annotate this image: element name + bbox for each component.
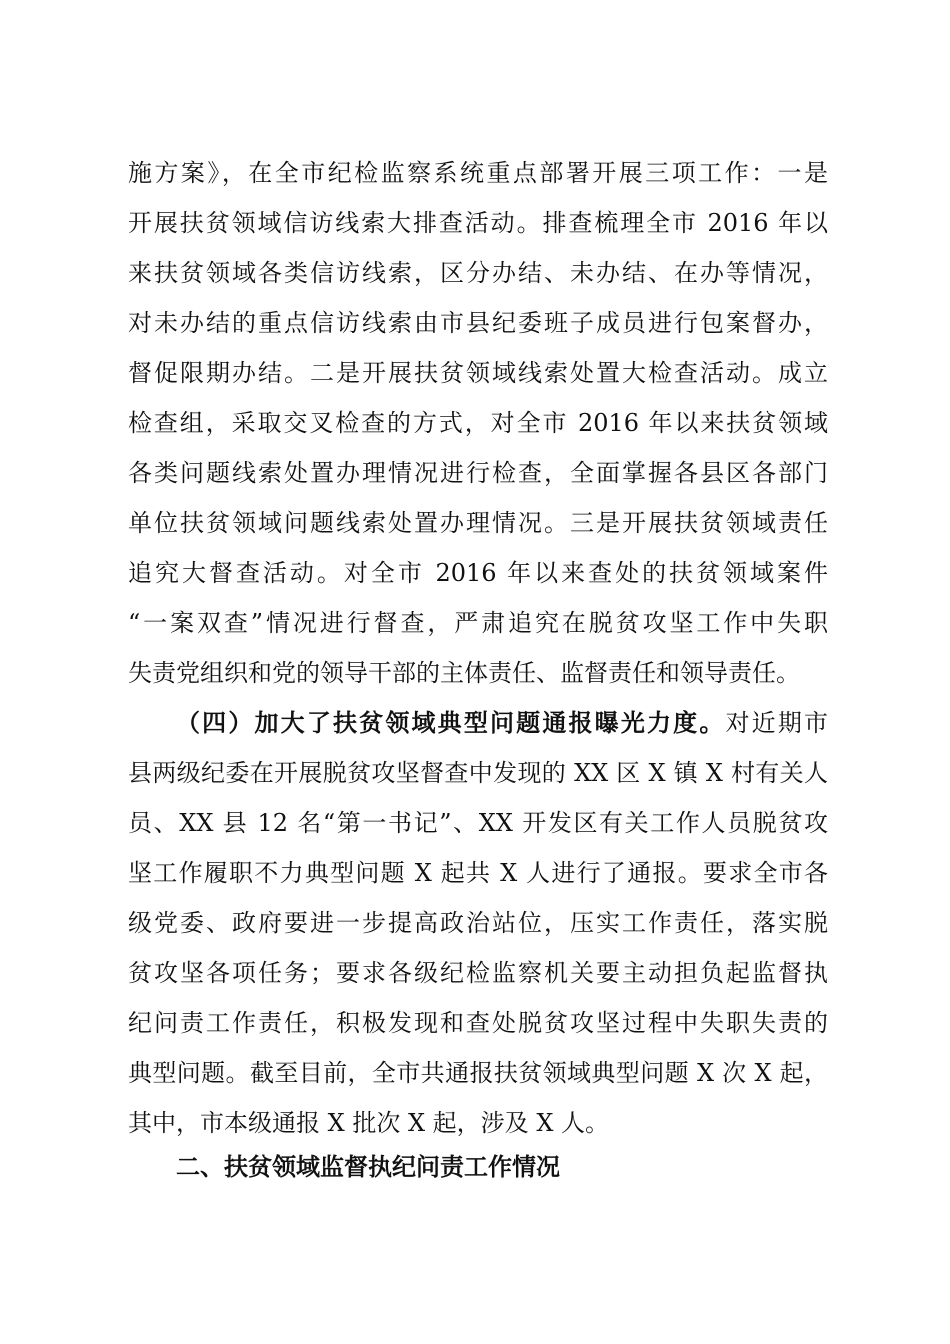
paragraph-first-line <box>128 698 828 748</box>
text-line: 县两级纪委在开展脱贫攻坚督查中发现的 XX 区 X 镇 X 村有关人 <box>128 759 828 787</box>
text-line: 坚工作履职不力典型问题 X 起共 X 人进行了通报。要求全市各 <box>128 859 828 887</box>
text-line: 各类问题线索处置办理情况进行检查，全面掌握各县区各部门 <box>128 459 828 487</box>
paragraph-implementation-plan <box>128 148 828 698</box>
text-line: 对未办结的重点信访线索由市县纪委班子成员进行包案督办， <box>128 309 828 337</box>
text-line: 员、XX 县 12 名“第一书记”、XX 开发区有关工作人员脱贫攻 <box>128 809 828 837</box>
text-line: 来扶贫领域各类信访线索，区分办结、未办结、在办等情况， <box>128 259 828 287</box>
text-line: 其中，市本级通报 X 批次 X 起，涉及 X 人。 <box>128 1109 610 1137</box>
text-line: 追究大督查活动。对全市 2016 年以来查处的扶贫领域案件 <box>128 559 828 587</box>
text-line: 纪问责工作责任，积极发现和查处脱贫攻坚过程中失职失责的 <box>128 1009 828 1037</box>
text-line: 督促限期办结。二是开展扶贫领域线索处置大检查活动。成立 <box>128 359 828 387</box>
text-line: 级党委、政府要进一步提高政治站位，压实工作责任，落实脱 <box>128 909 828 937</box>
text-line: 施方案》，在全市纪检监察系统重点部署开展三项工作：一是 <box>128 159 828 187</box>
text-line: “一案双查”情况进行督查，严肃追究在脱贫攻坚工作中失职 <box>128 609 828 637</box>
paragraph-lead-rest: 对近期市 <box>725 709 828 737</box>
paragraph-bold-lead: （四）加大了扶贫领域典型问题通报曝光力度。 <box>176 709 726 737</box>
text-line: 典型问题。截至目前，全市共通报扶贫领域典型问题 X 次 X 起， <box>128 1059 828 1087</box>
text-line: 开展扶贫领域信访线索大排查活动。排查梳理全市 2016 年以 <box>128 209 828 237</box>
section-heading: 二、扶贫领域监督执纪问责工作情况 <box>176 1153 560 1181</box>
paragraph-typical-problems <box>128 698 828 1148</box>
text-line: 检查组，采取交叉检查的方式，对全市 2016 年以来扶贫领域 <box>128 409 828 437</box>
text-line: 贫攻坚各项任务；要求各级纪检监察机关要主动担负起监督执 <box>128 959 828 987</box>
text-line: 单位扶贫领域问题线索处置办理情况。三是开展扶贫领域责任 <box>128 509 828 537</box>
text-line: 失责党组织和党的领导干部的主体责任、监督责任和领导责任。 <box>128 659 800 687</box>
